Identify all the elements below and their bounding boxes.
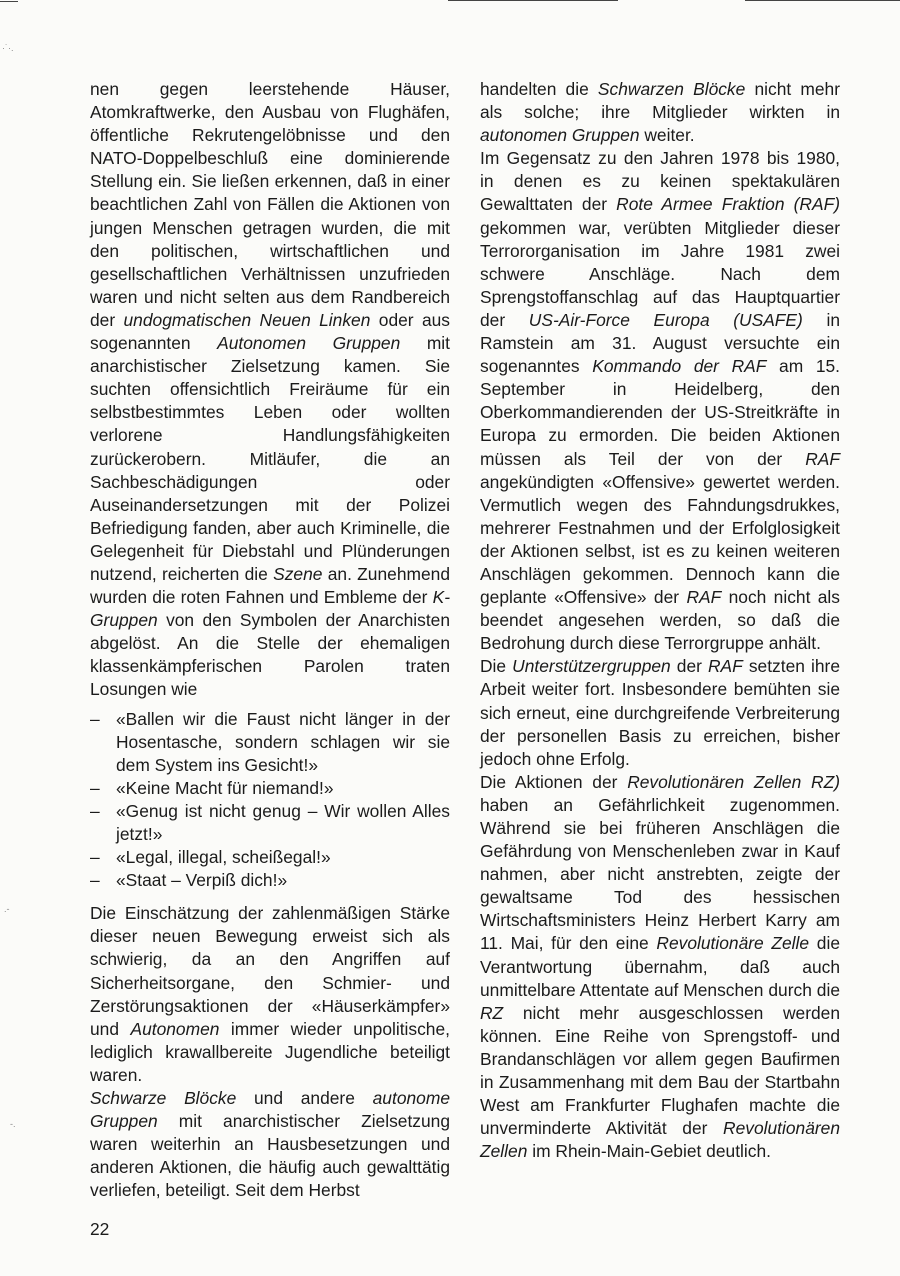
list-item: – «Legal, illegal, scheißegal!» [90,847,331,868]
list-item: – «Genug ist nicht genug – Wir wollen Alles jetzt!» [90,800,450,844]
paragraph: Die Einschätzung der zahlenmäßigen Stärke dieser neuen Bewegung erweist sich als schwierig, da an den Angriffen auf Sicherheitsorgane, den Schmier- und Zerstörungsaktionen der «Häuserkämpfer» und Autonomen immer wieder unpolitische, lediglich krawallbereite Jugendliche beteiligt waren. [90,903,450,1085]
scan-speck: ·˙·. [2,43,14,53]
paragraph: Die Unterstützergruppen der RAF setzten ihre Arbeit weiter fort. Insbesondere bemühten sie sich erneut, eine durchgreifende Verbreiterung der personellen Basis zu erreichen, bisher jedoch ohne Erfolg. [480,656,840,769]
slogan-list [90,708,450,893]
list-item: – «Keine Macht für niemand!» [90,777,334,798]
left-column [90,78,450,1203]
paragraph: Schwarze Blöcke und andere autonome Gruppen mit anarchistischer Zielsetzung waren weiterhin an Hausbesetzungen und anderen Aktionen, die häufig auch gewalttätig verliefen, beteiligt. Seit dem Herbst [90,1088,450,1201]
list-item: – «Staat – Verpiß dich!» [90,870,288,891]
paragraph: nen gegen leerstehende Häuser, Atomkraftwerke, den Ausbau von Flughäfen, öffentliche Rekrutengelöbnisse und den NATO-Doppelbeschluß eine dominierende Stellung ein. Sie ließen erkennen, daß in einer beachtlichen Zahl von Fällen die Aktionen von jungen Menschen getragen wurden, die mit den politischen, wirtschaftlichen und gesellschaftlichen Verhältnissen unzufrieden waren und nicht selten aus dem Randbereich der undogmatischen Neuen Linken oder aus sogenannten Autonomen Gruppen mit anarchistischer Zielsetzung kamen. Sie suchten offensichtlich Freiräume für ein selbstbestimmtes Leben oder wollten verlorene Handlungsfähigkeiten zurückerobern. Mitläufer, die an Sachbeschädigungen oder Auseinandersetzungen mit der Polizei Befriedigung fanden, aber auch Kriminelle, die Gelegenheit für Diebstahl und Plünderungen nutzend, reicherten die Szene an. Zunehmend wurden die roten Fahnen und Embleme der K-Gruppen von den Symbolen der Anarchisten abgelöst. An die Stelle der ehemaligen klassenkämpferischen Parolen traten Losungen wie [90,79,450,700]
scan-speck: -. [10,1119,16,1129]
paragraph: Im Gegensatz zu den Jahren 1978 bis 1980, in denen es zu keinen spektakulären Gewalttaten der Rote Armee Fraktion (RAF) gekommen war, verübten Mitglieder dieser Terrororganisation im Jahre 1981 zwei schwere Anschläge. Nach dem Sprengstoffanschlag auf das Hauptquartier der US-Air-Force Europa (USAFE) in Ramstein am 31. August versuchte ein sogenanntes Kommando der RAF am 15. September in Heidelberg, den Oberkommandierenden der US-Streitkräfte in Europa zu ermorden. Die beiden Aktionen müssen als Teil der von der RAF angekündigten «Offensive» gewertet werden. Vermutlich wegen des Fahndungsdrukkes, mehrerer Festnahmen und der Erfolglosigkeit der Aktionen selbst, ist es zu keinen weiteren Anschlägen gekommen. Dennoch kann die geplante «Offensive» der RAF noch nicht als beendet angesehen werden, so daß die Bedrohung durch diese Terrorgruppe anhält. [480,148,841,654]
right-column [480,78,840,1163]
paragraph: Die Aktionen der Revolutionären Zellen RZ) haben an Gefährlichkeit zugenommen. Während sie bei früheren Anschlägen die Gefährdung von Menschenleben zwar in Kauf nahmen, aber nicht anstrebten, zeigte der gewaltsame Tod des hessischen Wirtschaftsministers Heinz Herbert Karry am 11. Mai, für den eine Revolutionäre Zelle die Verantwortung übernahm, daß auch unmittelbare Attentate auf Menschen durch die RZ nicht mehr ausgeschlossen werden können. Eine Reihe von Sprengstoff- und Brandanschlägen vor allem gegen Baufirmen in Zusammenhang mit dem Bau der Startbahn West am Frankfurter Flughafen machte die unverminderte Aktivität der Revolutionären Zellen im Rhein-Main-Gebiet deutlich. [480,771,840,1162]
header-rule-center [448,0,618,1]
scan-speck: .- [4,904,10,914]
header-rule-left [0,1,18,2]
paragraph: handelten die Schwarzen Blöcke nicht mehr als solche; ihre Mitglieder wirkten in autonomen Gruppen weiter. [480,79,840,146]
page-number: 22 [90,1219,110,1239]
header-rule-right [745,0,900,1]
list-item: – «Ballen wir die Faust nicht länger in der Hosentasche, sondern schlagen wir sie dem System ins Gesicht!» [90,708,450,775]
